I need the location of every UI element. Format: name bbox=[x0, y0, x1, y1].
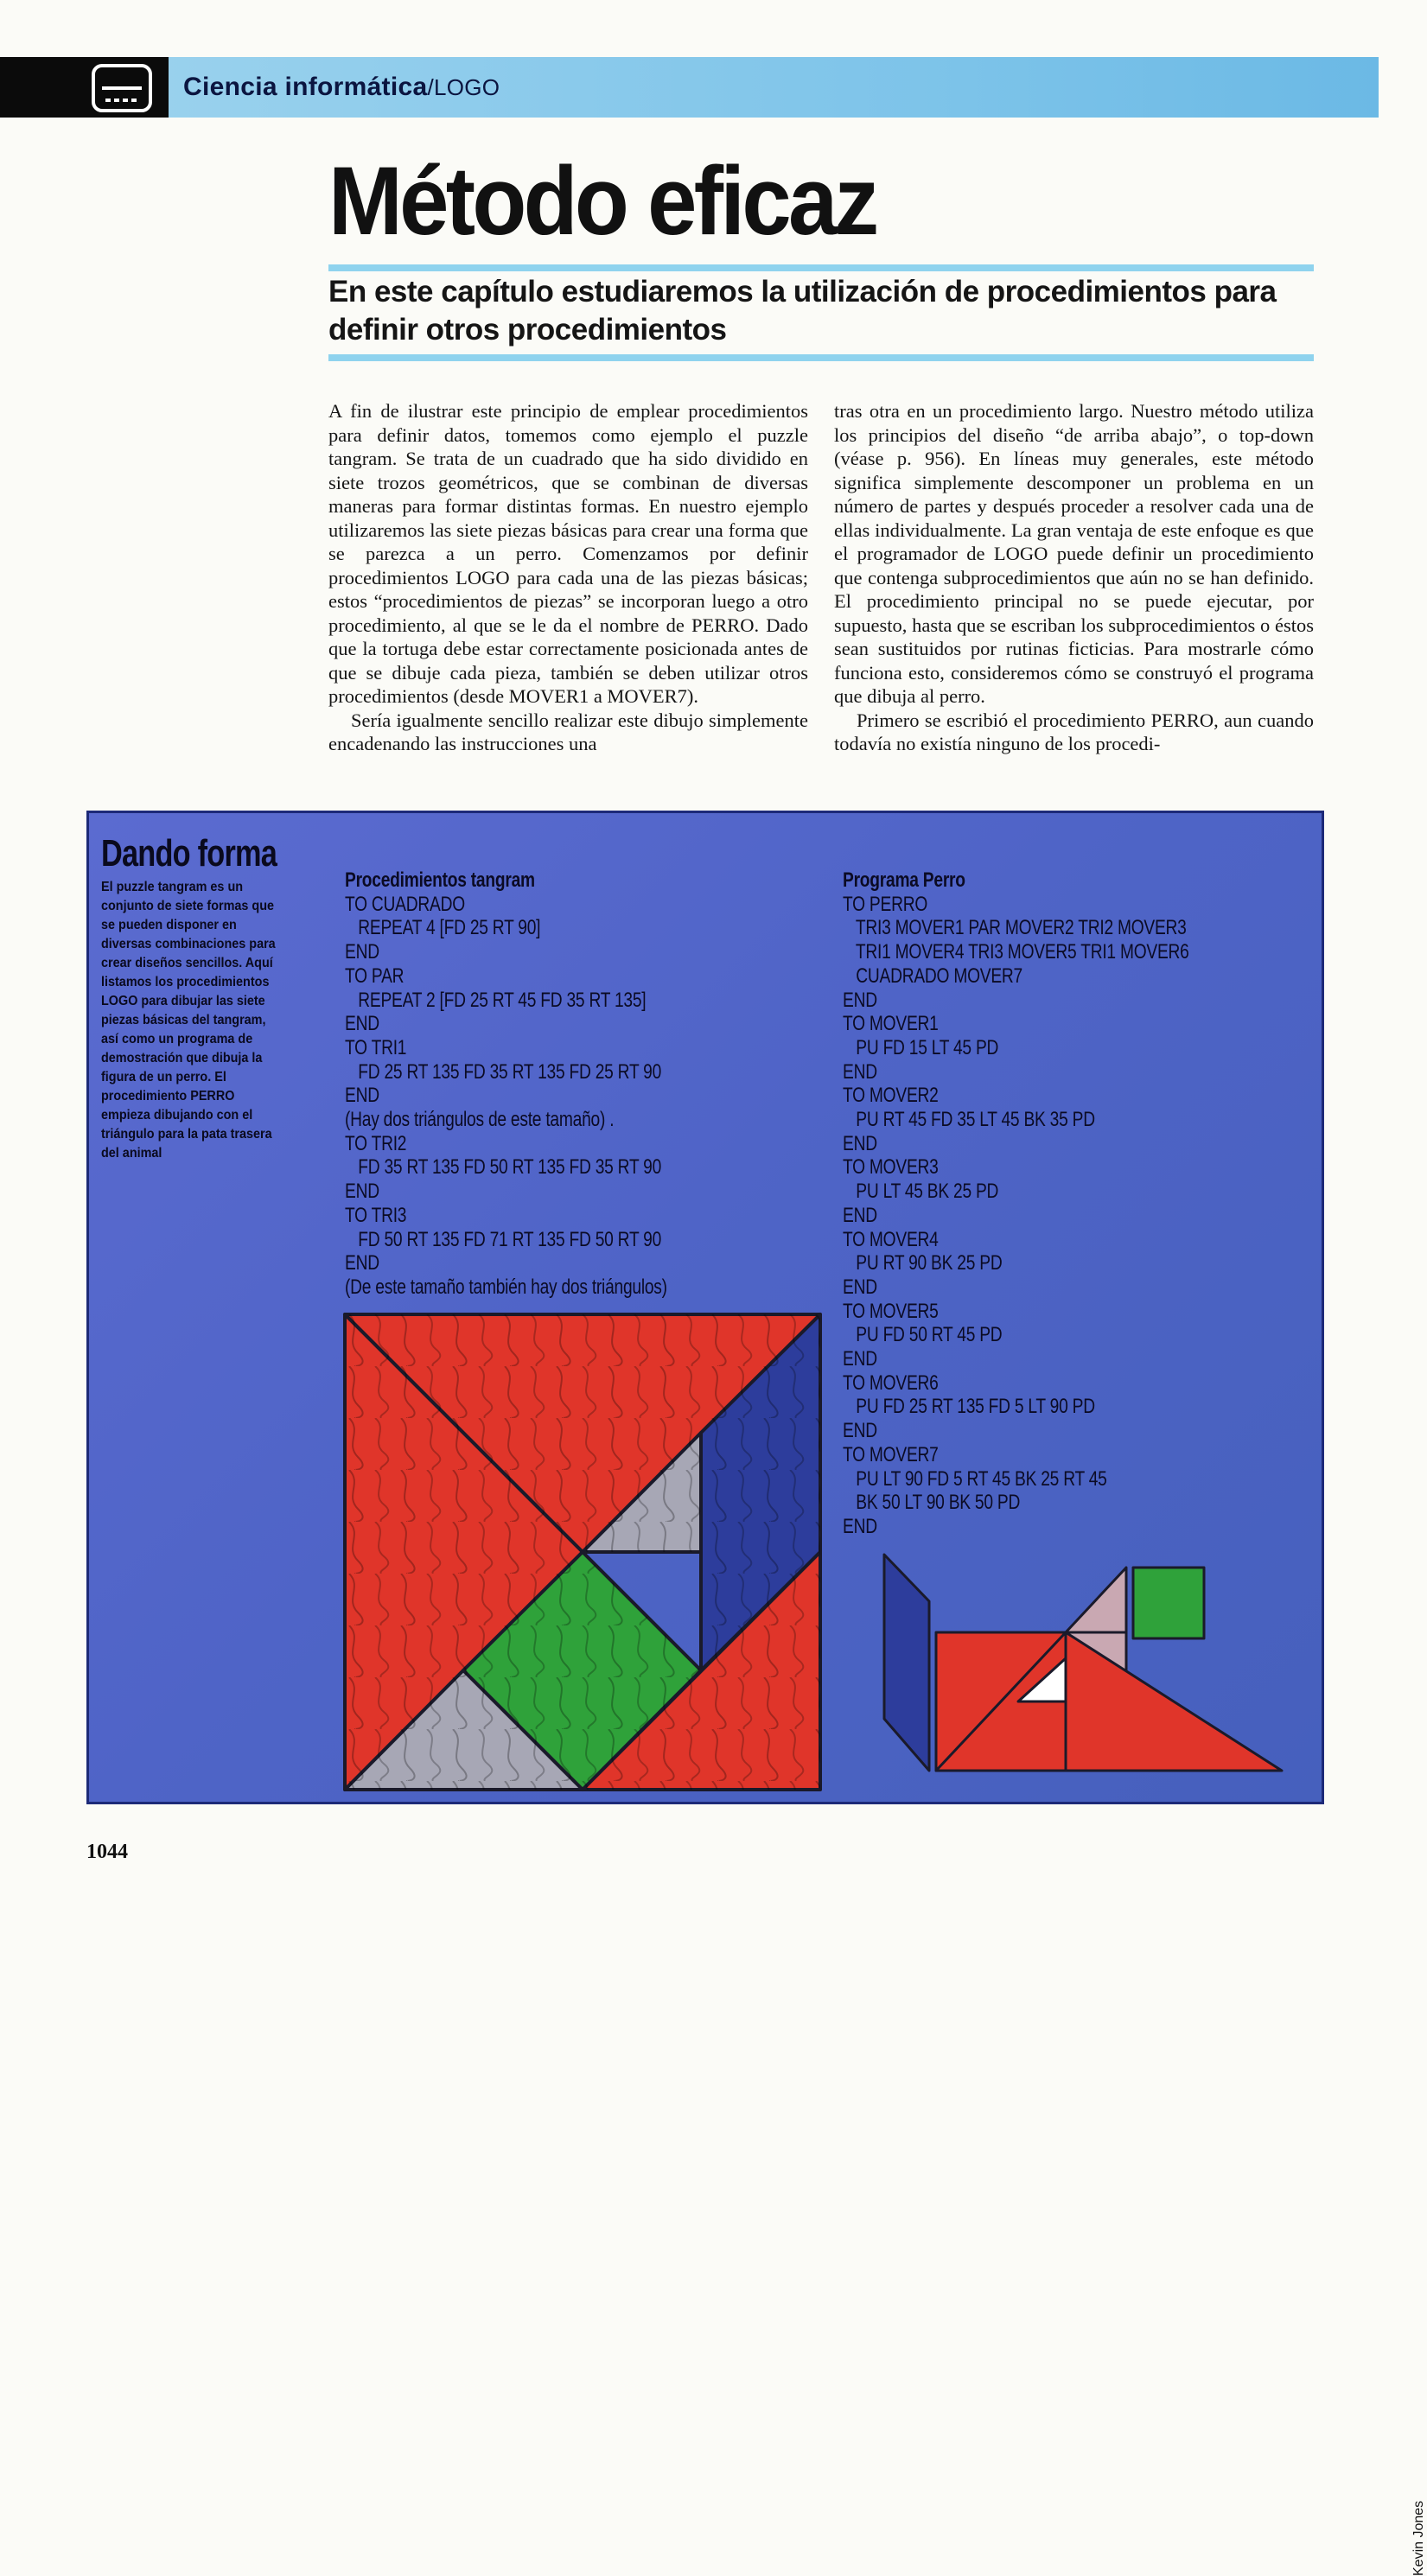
panel-title: Dando forma bbox=[101, 832, 277, 875]
page-subtitle: En este capítulo estudiaremos la utilización de procedimientos para definir otros procedimientos bbox=[328, 275, 1277, 347]
paragraph: A fin de ilustrar este principio de emplear procedimientos para definir datos, tomemos como ejemplo el puzzle tangram. Se trata de un cuadrado que ha sido dividido en siete trozos geométricos, que se combinan de diversas maneras para formar distintas formas. En nuestro ejemplo utilizaremos las siete piezas básicas para crear una forma que se parezca a un perro. Comenzamos por definir procedimientos LOGO para cada una de las piezas básicas; estos “procedimientos de piezas” se incorporan luego a otro procedimiento, al que se le da el nombre de PERRO. Dado que la tortuga debe estar correctamente posicionada antes de que se dibuje cada pieza, también se deben utilizar otros procedimientos (desde MOVER1 a MOVER7). bbox=[328, 400, 808, 707]
illustrator-credit: Kevin Jones bbox=[1411, 2500, 1426, 2576]
dog-piece bbox=[1133, 1568, 1204, 1638]
tangram-procedures-listing bbox=[345, 868, 667, 1300]
section-logo-icon bbox=[92, 64, 152, 112]
dog-piece bbox=[1066, 1632, 1282, 1771]
page-number: 1044 bbox=[86, 1841, 128, 1863]
section-name: Ciencia informática bbox=[183, 73, 428, 101]
dog-piece bbox=[1066, 1568, 1126, 1632]
dog-tangram-illustration bbox=[876, 1555, 1290, 1775]
paragraph: Primero se escribió el procedimiento PERRO, aun cuando todavía no existía ninguno de los procedi- bbox=[834, 709, 1314, 754]
dog-program-listing bbox=[843, 868, 1189, 1539]
rule-top bbox=[328, 264, 1314, 271]
text-column-2 bbox=[834, 399, 1314, 756]
text-column-1 bbox=[328, 399, 808, 756]
paragraph: tras otra en un procedimiento largo. Nuestro método utiliza los principios del diseño “de arriba abajo”, o top-down (véase p. 956). En líneas muy generales, este método significa simplemente descomponer un problema en un número de partes y después proceder a resolver cada una de ellas individualmente. La gran ventaja de este enfoque es que el programador de LOGO puede definir un procedimiento que contenga subprocedimientos que aún no se han definido. El procedimiento principal no se puede ejecutar, por supuesto, hasta que se escriban los subprocedimientos o éstos sean sustituidos por rutinas ficticias. Para mostrarle cómo funciona esto, consideremos cómo se construyó el programa que dibuja al perro. bbox=[834, 400, 1314, 707]
section-subsection: /LOGO bbox=[427, 74, 500, 100]
tangram-square-illustration bbox=[345, 1314, 822, 1791]
listing-code: TO PERRO TRI3 MOVER1 PAR MOVER2 TRI2 MOVER3 TRI1 MOVER4 TRI3 MOVER5 TRI1 MOVER6 CUADRADO MOVER7 END TO MOVER1 PU FD 15 LT 45 PD END TO MOVER2 PU RT 45 FD 35 LT 45 BK 35 PD END TO MOVER3 PU LT 45 BK 25 PD END TO MOVER4 PU RT 90 BK 25 PD END TO MOVER5 PU FD 50 RT 45 PD END TO MOVER6 PU FD 25 RT 135 FD 5 LT 90 PD END TO MOVER7 PU LT 90 FD 5 RT 45 BK 25 RT 45 BK 50 LT 90 BK 50 PD END bbox=[843, 892, 1189, 1538]
dog-piece bbox=[884, 1555, 929, 1771]
listing-code: TO CUADRADO REPEAT 4 [FD 25 RT 90] END TO PAR REPEAT 2 [FD 25 RT 45 FD 35 RT 135] END TO TRI1 FD 25 RT 135 FD 35 RT 135 FD 25 RT 90 END (Hay dos triángulos de este tamaño) . TO TRI2 FD 35 RT 135 FD 50 RT 135 FD 35 RT 90 END TO TRI3 FD 50 RT 135 FD 71 RT 135 FD 50 RT 90 END (De este tamaño también hay dos triángulos) bbox=[345, 892, 667, 1299]
panel-caption: El puzzle tangram es un conjunto de siete formas que se pueden disponer en diversas combinaciones para crear diseños sencillos. Aquí listamos los procedimientos LOGO para dibujar las siete piezas básicas del tangram, así como un programa de demostración que dibuja la figura de un perro. El procedimiento PERRO empieza dibujando con el triángulo para la pata trasera del animal bbox=[101, 880, 276, 1161]
listing-heading: Programa Perro bbox=[843, 868, 965, 892]
listing-heading: Procedimientos tangram bbox=[345, 868, 535, 892]
paragraph: Sería igualmente sencillo realizar este dibujo simplemente encadenando las instrucciones una bbox=[328, 709, 808, 754]
section-title bbox=[183, 73, 500, 102]
rule-bottom bbox=[328, 354, 1314, 361]
page-title: Método eficaz bbox=[328, 147, 876, 255]
